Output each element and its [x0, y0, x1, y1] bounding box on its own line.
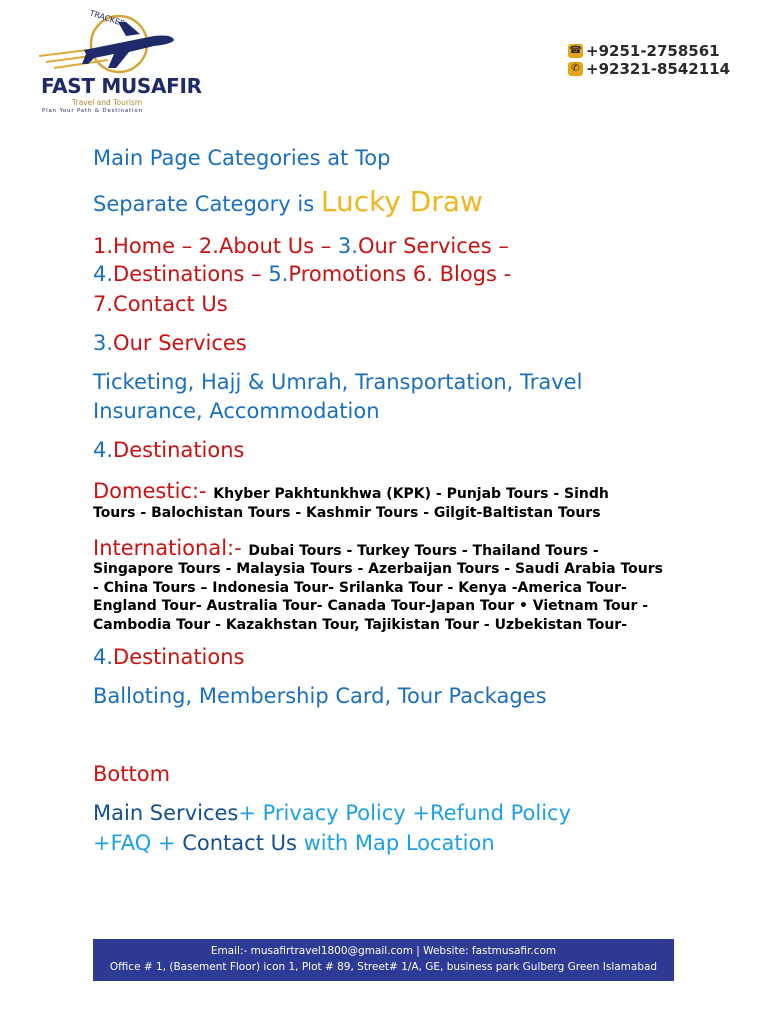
- extras-list: Balloting, Membership Card, Tour Packages: [93, 684, 547, 708]
- bottom-map-location: with Map Location: [296, 831, 495, 855]
- domestic-text: Khyber Pakhtunkhwa (KPK) - Punjab Tours - Sindh: [213, 486, 609, 502]
- nav-num-2: 2.: [198, 234, 219, 258]
- domestic-line-1: [93, 477, 609, 506]
- nav-services: Our Services: [357, 234, 492, 258]
- separate-category-line: [93, 187, 483, 219]
- international-line-5: Cambodia Tour - Kazakhstan Tour, Tajikistan Tour - Uzbekistan Tour-: [93, 617, 628, 633]
- bottom-line-1: [93, 799, 571, 828]
- main-page-categories: Main Page Categories at Top: [93, 146, 391, 170]
- nav-promotions: Promotions: [288, 262, 407, 286]
- nav-blogs: 6. Blogs -: [406, 262, 512, 286]
- footer-address-line: Office # 1, (Basement Floor) icon 1, Plot # 89, Street# 1/A, GE, business park Gulberg Green Islamabad: [109, 961, 658, 973]
- nav-list-line-1: [93, 232, 509, 261]
- footer-contact-line: Email:- musafirtravel1800@gmail.com | Website: fastmusafir.com: [210, 945, 557, 957]
- phone-number-1: +9251-2758561: [586, 42, 720, 60]
- nav-sep: –: [314, 234, 338, 258]
- bottom-faq: +FAQ +: [93, 831, 183, 855]
- phone-line-1: [568, 42, 720, 60]
- mobile-icon: ✆: [568, 62, 583, 76]
- brand-logo: [34, 8, 202, 116]
- nav-num-4: 4.: [93, 262, 114, 286]
- section-number: 3.: [93, 331, 114, 355]
- section-title: Our Services: [113, 331, 247, 355]
- international-line-3: - China Tours – Indonesia Tour- Srilanka Tour - Kenya -America Tour-: [93, 580, 627, 596]
- brand-tagline: Plan Your Path & Destination: [42, 108, 143, 114]
- brand-subtitle: Travel and Tourism: [72, 98, 143, 107]
- lucky-draw-highlight: Lucky Draw: [320, 185, 483, 218]
- phone-number-2: +92321-8542114: [586, 60, 731, 78]
- services-list-line-1: Ticketing, Hajj & Umrah, Transportation, Travel: [93, 370, 583, 394]
- domestic-label: Domestic:-: [93, 479, 207, 503]
- bottom-policies: + Privacy Policy +Refund Policy: [238, 801, 572, 825]
- international-line-1: [93, 534, 599, 563]
- section-destinations: [93, 436, 245, 465]
- nav-destinations: Destinations: [113, 262, 245, 286]
- bottom-heading: Bottom: [93, 762, 171, 786]
- footer-banner: [93, 939, 674, 981]
- nav-list-line-2: [93, 260, 511, 289]
- domestic-line-2: Tours - Balochistan Tours - Kashmir Tours - Gilgit-Baltistan Tours: [93, 505, 601, 521]
- nav-num-3: 3.: [337, 234, 358, 258]
- bottom-main-services: Main Services: [93, 801, 239, 825]
- phone-line-2: [568, 60, 730, 78]
- section-number: 4.: [93, 438, 114, 462]
- bottom-contact: Contact Us: [182, 831, 297, 855]
- nav-contact: 7.Contact Us: [93, 292, 228, 316]
- section-destinations-2: [93, 643, 245, 672]
- logo-tracker-text: TRACKER: [88, 8, 127, 29]
- international-line-4: England Tour- Australia Tour- Canada Tour-Japan Tour • Vietnam Tour -: [93, 598, 649, 614]
- brand-name: FAST MUSAFIR: [41, 74, 202, 98]
- nav-num-1: 1.: [93, 234, 114, 258]
- nav-sep: –: [491, 234, 509, 258]
- nav-num-5: 5.: [268, 262, 289, 286]
- international-label: International:-: [93, 536, 242, 560]
- section-title: Destinations: [113, 438, 245, 462]
- section-title: Destinations: [113, 645, 245, 669]
- bottom-line-2: [93, 829, 495, 858]
- international-line-2: Singapore Tours - Malaysia Tours - Azerbaijan Tours - Saudi Arabia Tours: [93, 561, 663, 577]
- international-text: Dubai Tours - Turkey Tours - Thailand Tours -: [248, 543, 599, 559]
- services-list-line-2: Insurance, Accommodation: [93, 399, 380, 423]
- nav-sep: –: [175, 234, 199, 258]
- section-our-services: [93, 329, 247, 358]
- nav-home: Home: [113, 234, 176, 258]
- nav-about: About Us: [218, 234, 315, 258]
- separate-category-prefix: Separate Category is: [93, 192, 321, 216]
- phone-icon: ☎: [569, 45, 582, 56]
- section-number: 4.: [93, 645, 114, 669]
- nav-sep: –: [244, 262, 269, 286]
